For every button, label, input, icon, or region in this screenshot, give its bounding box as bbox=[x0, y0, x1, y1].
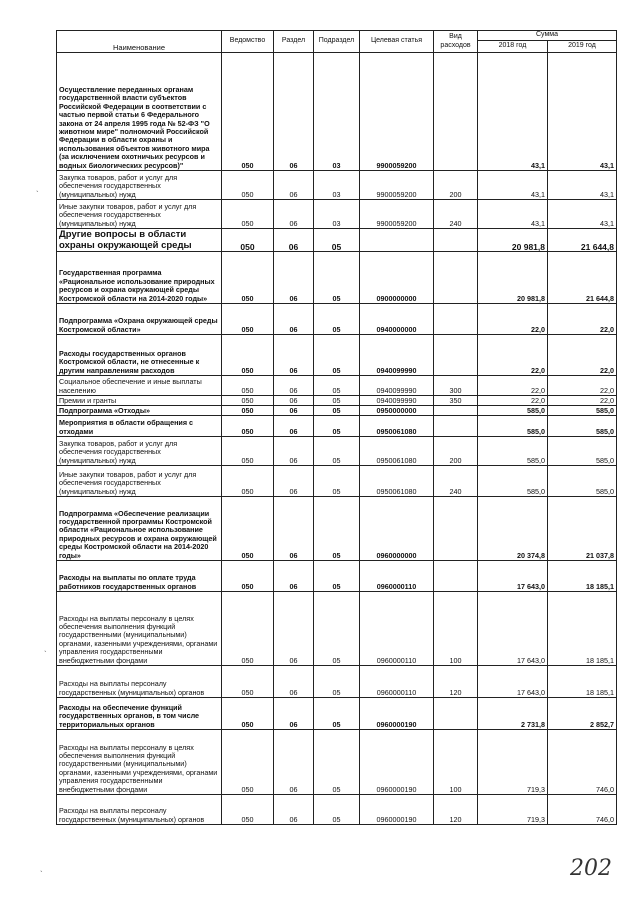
col-header-name: Наименование bbox=[57, 31, 222, 53]
col-header-2019: 2019 год bbox=[548, 41, 617, 53]
table-row bbox=[57, 497, 617, 561]
cell-exp-type: 200 bbox=[434, 437, 478, 466]
cell-y2018: 22,0 bbox=[478, 376, 548, 396]
cell-subsection: 05 bbox=[314, 437, 360, 466]
cell-section: 06 bbox=[274, 396, 314, 406]
cell-subsection: 05 bbox=[314, 561, 360, 592]
cell-target: 9900059200 bbox=[360, 171, 434, 200]
cell-exp-type bbox=[434, 53, 478, 171]
cell-target: 0960000000 bbox=[360, 497, 434, 561]
cell-y2019: 22,0 bbox=[548, 335, 617, 376]
cell-y2018: 585,0 bbox=[478, 437, 548, 466]
cell-y2019: 585,0 bbox=[548, 406, 617, 416]
cell-section: 06 bbox=[274, 795, 314, 825]
cell-exp-type: 240 bbox=[434, 466, 478, 497]
table-row bbox=[57, 561, 617, 592]
cell-dept: 050 bbox=[222, 406, 274, 416]
cell-y2019: 22,0 bbox=[548, 396, 617, 406]
row-name: Премии и гранты bbox=[57, 396, 222, 406]
cell-dept: 050 bbox=[222, 416, 274, 437]
page-number: 202 bbox=[570, 856, 612, 881]
cell-section: 06 bbox=[274, 730, 314, 795]
table-row bbox=[57, 730, 617, 795]
cell-subsection: 05 bbox=[314, 698, 360, 730]
table-row bbox=[57, 53, 617, 171]
cell-dept: 050 bbox=[222, 53, 274, 171]
cell-y2018: 585,0 bbox=[478, 406, 548, 416]
table-row bbox=[57, 795, 617, 825]
cell-exp-type bbox=[434, 497, 478, 561]
cell-target: 0960000190 bbox=[360, 698, 434, 730]
cell-section: 06 bbox=[274, 466, 314, 497]
cell-y2019: 22,0 bbox=[548, 304, 617, 335]
cell-section: 06 bbox=[274, 698, 314, 730]
col-header-section: Раздел bbox=[274, 31, 314, 53]
table-body bbox=[57, 53, 617, 825]
cell-y2018: 43,1 bbox=[478, 171, 548, 200]
cell-section: 06 bbox=[274, 252, 314, 304]
cell-y2019: 585,0 bbox=[548, 416, 617, 437]
col-header-dept: Ведомство bbox=[222, 31, 274, 53]
row-name: Другие вопросы в области охраны окружающей среды bbox=[57, 229, 222, 252]
cell-dept: 050 bbox=[222, 335, 274, 376]
table-row bbox=[57, 466, 617, 497]
cell-section: 06 bbox=[274, 497, 314, 561]
row-name: Подпрограмма «Обеспечение реализации государственной программы Костромской области «Рациональное использование природных ресурсов и охрана окружающей среды Костромской области на 2014-2020 годы» bbox=[57, 497, 222, 561]
cell-y2019: 43,1 bbox=[548, 171, 617, 200]
row-name: Расходы на обеспечение функций государственных органов, в том числе территориальных органов bbox=[57, 698, 222, 730]
row-name: Расходы на выплаты персоналу в целях обеспечения выполнения функций государственными (муниципальными) органами, казенными учреждениями, органами управления государственными внебюджетными фондами bbox=[57, 730, 222, 795]
cell-exp-type bbox=[434, 698, 478, 730]
table-row bbox=[57, 416, 617, 437]
cell-target: 0950000000 bbox=[360, 406, 434, 416]
table-row bbox=[57, 252, 617, 304]
cell-exp-type bbox=[434, 304, 478, 335]
row-name: Расходы государственных органов Костромской области, не отнесенные к другим направлениям расходов bbox=[57, 335, 222, 376]
table-row bbox=[57, 229, 617, 252]
col-header-2018: 2018 год bbox=[478, 41, 548, 53]
cell-subsection: 05 bbox=[314, 666, 360, 698]
cell-target: 0940099990 bbox=[360, 335, 434, 376]
cell-exp-type: 120 bbox=[434, 795, 478, 825]
col-header-subsection: Подраздел bbox=[314, 31, 360, 53]
row-name: Подпрограмма «Охрана окружающей среды Костромской области» bbox=[57, 304, 222, 335]
cell-section: 06 bbox=[274, 406, 314, 416]
cell-target: 0960000110 bbox=[360, 666, 434, 698]
cell-exp-type: 100 bbox=[434, 592, 478, 666]
cell-y2019: 2 852,7 bbox=[548, 698, 617, 730]
cell-target: 0950061080 bbox=[360, 416, 434, 437]
col-header-target: Целевая статья bbox=[360, 31, 434, 53]
cell-target: 0960000110 bbox=[360, 561, 434, 592]
cell-exp-type: 300 bbox=[434, 376, 478, 396]
cell-dept: 050 bbox=[222, 666, 274, 698]
row-name: Иные закупки товаров, работ и услуг для обеспечения государственных (муниципальных) нужд bbox=[57, 200, 222, 229]
cell-subsection: 03 bbox=[314, 200, 360, 229]
cell-y2019: 18 185,1 bbox=[548, 666, 617, 698]
cell-section: 06 bbox=[274, 376, 314, 396]
cell-section: 06 bbox=[274, 437, 314, 466]
cell-dept: 050 bbox=[222, 795, 274, 825]
cell-subsection: 05 bbox=[314, 252, 360, 304]
row-name: Социальное обеспечение и иные выплаты населению bbox=[57, 376, 222, 396]
table-row bbox=[57, 666, 617, 698]
cell-y2018: 20 981,8 bbox=[478, 252, 548, 304]
table-row bbox=[57, 171, 617, 200]
cell-y2018: 43,1 bbox=[478, 200, 548, 229]
cell-subsection: 05 bbox=[314, 592, 360, 666]
cell-dept: 050 bbox=[222, 561, 274, 592]
cell-subsection: 05 bbox=[314, 304, 360, 335]
cell-y2018: 719,3 bbox=[478, 795, 548, 825]
cell-y2019: 746,0 bbox=[548, 730, 617, 795]
row-name: Мероприятия в области обращения с отходами bbox=[57, 416, 222, 437]
cell-dept: 050 bbox=[222, 171, 274, 200]
cell-y2018: 585,0 bbox=[478, 466, 548, 497]
cell-dept: 050 bbox=[222, 592, 274, 666]
table-row bbox=[57, 304, 617, 335]
cell-subsection: 05 bbox=[314, 416, 360, 437]
cell-dept: 050 bbox=[222, 252, 274, 304]
cell-target: 0960000190 bbox=[360, 730, 434, 795]
cell-target: 0900000000 bbox=[360, 252, 434, 304]
row-name: Закупка товаров, работ и услуг для обеспечения государственных (муниципальных) нужд bbox=[57, 437, 222, 466]
row-name: Расходы на выплаты по оплате труда работников государственных органов bbox=[57, 561, 222, 592]
cell-target: 0940000000 bbox=[360, 304, 434, 335]
table-row bbox=[57, 592, 617, 666]
cell-subsection: 05 bbox=[314, 730, 360, 795]
cell-y2019: 21 644,8 bbox=[548, 229, 617, 252]
cell-y2019: 18 185,1 bbox=[548, 592, 617, 666]
cell-y2018: 22,0 bbox=[478, 396, 548, 406]
cell-subsection: 05 bbox=[314, 229, 360, 252]
cell-dept: 050 bbox=[222, 466, 274, 497]
header-row-top bbox=[57, 31, 617, 41]
cell-target: 0940099990 bbox=[360, 376, 434, 396]
cell-subsection: 05 bbox=[314, 497, 360, 561]
cell-section: 06 bbox=[274, 229, 314, 252]
cell-y2019: 18 185,1 bbox=[548, 561, 617, 592]
cell-target: 0950061080 bbox=[360, 466, 434, 497]
cell-exp-type bbox=[434, 416, 478, 437]
row-name: Иные закупки товаров, работ и услуг для обеспечения государственных (муниципальных) нужд bbox=[57, 466, 222, 497]
cell-section: 06 bbox=[274, 666, 314, 698]
cell-section: 06 bbox=[274, 592, 314, 666]
cell-subsection: 05 bbox=[314, 335, 360, 376]
cell-exp-type: 100 bbox=[434, 730, 478, 795]
row-name: Государственная программа «Рациональное использование природных ресурсов и охрана окружающей среды Костромской области на 2014-2020 годы» bbox=[57, 252, 222, 304]
cell-subsection: 05 bbox=[314, 795, 360, 825]
col-header-sum: Сумма bbox=[478, 31, 617, 41]
cell-dept: 050 bbox=[222, 698, 274, 730]
row-name: Осуществление переданных органам государственной власти субъектов Российской Федерации в соответствии с частью первой статьи 6 Федерального закона от 24 апреля 1995 года № 52-ФЗ "О животном мире" полномочий Российской Федерации в области охраны и использования объектов животного мира (за исключением охотничьих ресурсов и водных биологических ресурсов)" bbox=[57, 53, 222, 171]
cell-target bbox=[360, 229, 434, 252]
row-name: Закупка товаров, работ и услуг для обеспечения государственных (муниципальных) нужд bbox=[57, 171, 222, 200]
cell-dept: 050 bbox=[222, 437, 274, 466]
margin-mark: ` bbox=[44, 650, 47, 659]
cell-y2019: 21 644,8 bbox=[548, 252, 617, 304]
cell-target: 9900059200 bbox=[360, 53, 434, 171]
cell-dept: 050 bbox=[222, 304, 274, 335]
cell-y2019: 585,0 bbox=[548, 466, 617, 497]
cell-section: 06 bbox=[274, 335, 314, 376]
cell-y2018: 20 374,8 bbox=[478, 497, 548, 561]
cell-dept: 050 bbox=[222, 497, 274, 561]
cell-y2019: 43,1 bbox=[548, 53, 617, 171]
table-row bbox=[57, 406, 617, 416]
cell-dept: 050 bbox=[222, 376, 274, 396]
cell-exp-type: 240 bbox=[434, 200, 478, 229]
cell-target: 0960000190 bbox=[360, 795, 434, 825]
cell-exp-type bbox=[434, 335, 478, 376]
table-row bbox=[57, 698, 617, 730]
cell-y2019: 43,1 bbox=[548, 200, 617, 229]
row-name: Подпрограмма «Отходы» bbox=[57, 406, 222, 416]
col-header-exp-type: Вид расходов bbox=[434, 31, 478, 53]
cell-exp-type: 200 bbox=[434, 171, 478, 200]
cell-exp-type bbox=[434, 561, 478, 592]
cell-section: 06 bbox=[274, 171, 314, 200]
cell-y2019: 21 037,8 bbox=[548, 497, 617, 561]
cell-section: 06 bbox=[274, 304, 314, 335]
table-row bbox=[57, 396, 617, 406]
cell-subsection: 05 bbox=[314, 376, 360, 396]
cell-y2019: 585,0 bbox=[548, 437, 617, 466]
cell-exp-type: 120 bbox=[434, 666, 478, 698]
cell-dept: 050 bbox=[222, 229, 274, 252]
cell-subsection: 05 bbox=[314, 466, 360, 497]
table-row bbox=[57, 200, 617, 229]
cell-dept: 050 bbox=[222, 200, 274, 229]
cell-y2019: 22,0 bbox=[548, 376, 617, 396]
cell-y2018: 20 981,8 bbox=[478, 229, 548, 252]
budget-table bbox=[56, 30, 617, 825]
cell-subsection: 05 bbox=[314, 396, 360, 406]
cell-subsection: 03 bbox=[314, 171, 360, 200]
cell-y2019: 746,0 bbox=[548, 795, 617, 825]
cell-dept: 050 bbox=[222, 396, 274, 406]
table-row bbox=[57, 335, 617, 376]
cell-section: 06 bbox=[274, 561, 314, 592]
cell-y2018: 2 731,8 bbox=[478, 698, 548, 730]
cell-dept: 050 bbox=[222, 730, 274, 795]
row-name: Расходы на выплаты персоналу в целях обеспечения выполнения функций государственными (муниципальными) органами, казенными учреждениями, органами управления государственными внебюджетными фондами bbox=[57, 592, 222, 666]
cell-target: 0940099990 bbox=[360, 396, 434, 406]
cell-subsection: 05 bbox=[314, 406, 360, 416]
cell-y2018: 43,1 bbox=[478, 53, 548, 171]
cell-y2018: 719,3 bbox=[478, 730, 548, 795]
cell-target: 0950061080 bbox=[360, 437, 434, 466]
cell-section: 06 bbox=[274, 200, 314, 229]
cell-exp-type bbox=[434, 252, 478, 304]
cell-subsection: 03 bbox=[314, 53, 360, 171]
cell-section: 06 bbox=[274, 416, 314, 437]
cell-y2018: 585,0 bbox=[478, 416, 548, 437]
cell-exp-type bbox=[434, 229, 478, 252]
cell-exp-type: 350 bbox=[434, 396, 478, 406]
table-row bbox=[57, 437, 617, 466]
row-name: Расходы на выплаты персоналу государственных (муниципальных) органов bbox=[57, 666, 222, 698]
cell-y2018: 17 643,0 bbox=[478, 592, 548, 666]
cell-y2018: 22,0 bbox=[478, 304, 548, 335]
margin-mark: ` bbox=[36, 190, 39, 199]
table-row bbox=[57, 376, 617, 396]
cell-section: 06 bbox=[274, 53, 314, 171]
cell-target: 9900059200 bbox=[360, 200, 434, 229]
row-name: Расходы на выплаты персоналу государственных (муниципальных) органов bbox=[57, 795, 222, 825]
cell-y2018: 17 643,0 bbox=[478, 666, 548, 698]
cell-y2018: 22,0 bbox=[478, 335, 548, 376]
margin-mark: ` bbox=[40, 870, 43, 879]
cell-target: 0960000110 bbox=[360, 592, 434, 666]
cell-exp-type bbox=[434, 406, 478, 416]
cell-y2018: 17 643,0 bbox=[478, 561, 548, 592]
